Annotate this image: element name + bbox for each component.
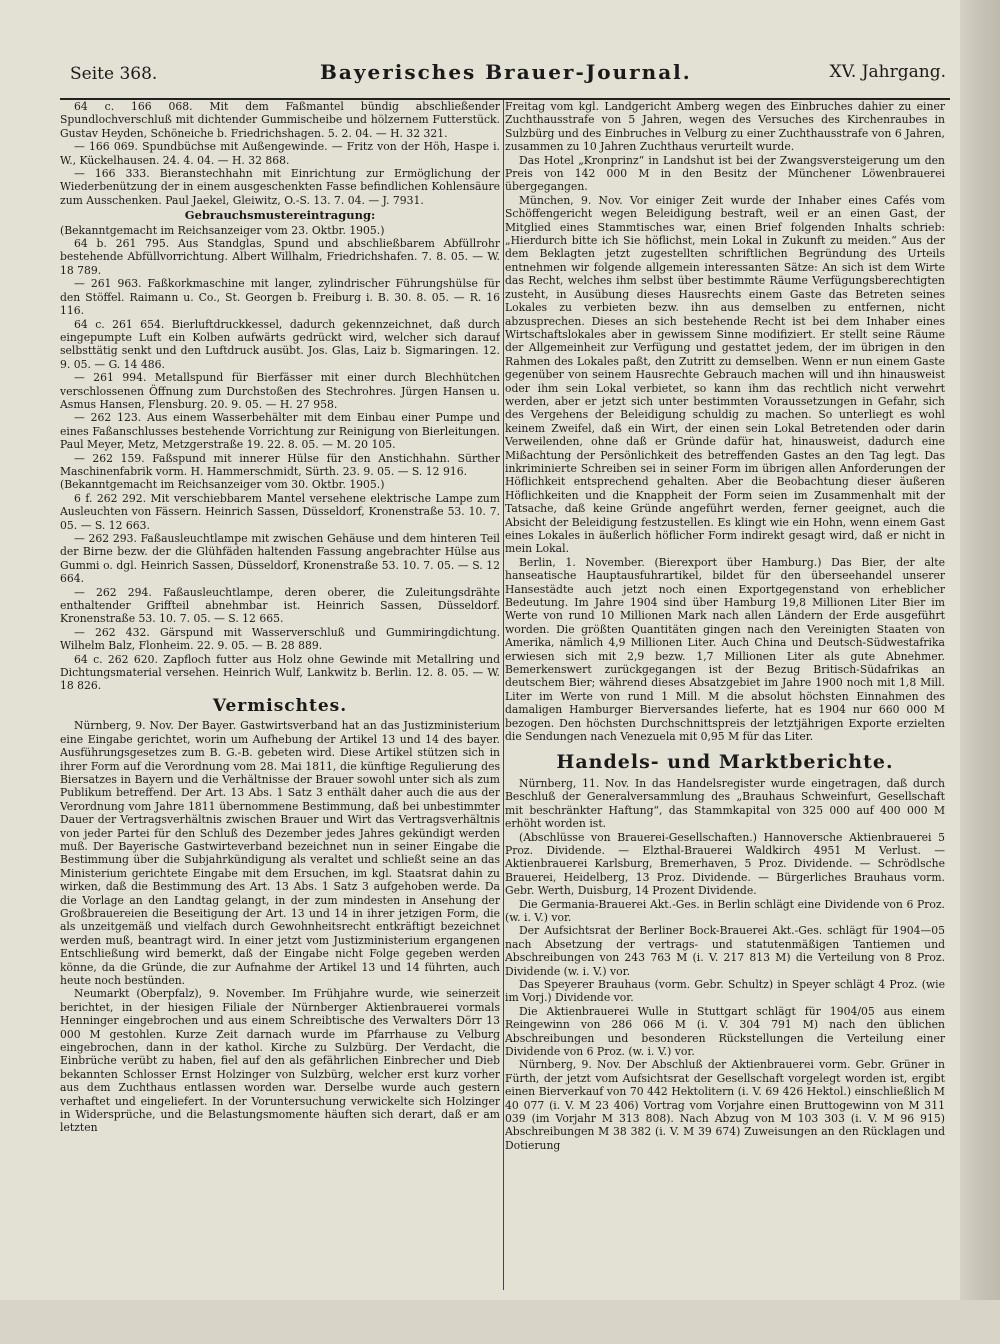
journal-title: Bayerisches Brauer-Journal. [320, 60, 692, 84]
market-report: Die Germania-Brauerei Akt.-Ges. in Berlin schlägt eine Dividende von 6 Proz. (w. i. V.) vor. [505, 897, 945, 924]
handel-heading: Handels- und Marktberichte. [556, 750, 894, 773]
gm-entry: — 261 963. Faßkorkmaschine mit langer, zylindrischer Führungshülse für den Stöffel. Raimann u. Co., St. Georgen b. Freiburg i. B. 30. 8. 05. — R. 16 116. [60, 277, 500, 318]
gm-entry: 64 c. 262 620. Zapfloch futter aus Holz ohne Gewinde mit Metallring und Dichtungsmaterial versehen. Heinrich Wulf, Lankwitz b. Berlin. 12. 8. 05. — W. 18 826. [60, 652, 500, 693]
gazette-notice: (Bekanntgemacht im Reichsanzeiger vom 30. Oktbr. 1905.) [60, 478, 385, 492]
page-header [60, 58, 950, 100]
right-column [505, 100, 945, 1290]
news-item: Berlin, 1. November. (Bierexport über Hamburg.) Das Bier, der alte hanseatische Hauptausfuhrartikel, bildet für den überseehandel unserer Hansestädte auch jetzt noch einen Exportgegenstand von erheblicher Bedeutung. Im Jahre 1904 sind über Hamburg 19,8 Millionen Liter Bier im Werte von rund 10 Millionen Mark nach allen Ländern der Erde ausgeführt worden. Die größten Quantitäten gingen nach den Vereinigten Staaten von Amerika, nämlich 4,9 Millionen Liter. Auch China und Deutsch-Südwestafrika erwiesen sich mit 2,9 bezw. 1,7 Millionen Liter als gute Abnehmer. Bemerkenswert zurückgegangen ist der Bezug Britisch-Südafrikas an deutschem Bier; während dieses Absatzgebiet im Jahre 1900 noch mit 1,8 Mill. Liter im Werte von rund 1 Mill. M die absolut höchsten Einnahmen des damaligen Hamburger Bierversandes lieferte, hat es 1904 nur 660 000 M bezogen. Den höchsten Durchschnittspreis der letztjährigen Exporte erzielten die Sendungen nach Venezuela mit 0,95 M für das Liter. [505, 555, 945, 744]
news-item: München, 9. Nov. Vor einiger Zeit wurde der Inhaber eines Cafés vom Schöffengericht wegen Beleidigung bestraft, weil er an einen Gast, der Mitglied eines Stammtisches war, einen Brief folgenden Inhalts schrieb: „Hierdurch bitte ich Sie höflichst, mein Lokal in Zukunft zu meiden.“ Aus der dem Beklagten jetzt zugestellten schriftlichen Begründung des Urteils entnehmen wir folgende allgemein interessanten Sätze: An sich ist dem Wirte das Recht, welches ihm selbst über bestimmte Räume Verfügungsberechtigten zusteht, in Ausübung dieses Hausrechts einem Gaste das Betreten seines Lokales zu verbieten bezw. ihn aus demselben zu entfernen, nicht abzusprechen. Dieses an sich bestehende Recht ist bei dem Inhaber eines Wirtschaftslokales aber in gewissem Sinne modifiziert. Er stellt seine Räume der Allgemeinheit zur Verfügung und gestattet jedem, der im übrigen in den Rahmen des Lokales paßt, den Zutritt zu demselben. Wenn er nun einem Gaste gegenüber von seinem Hausrechte Gebrauch machen will und ihn hinausweist oder ihm sein Lokal verbietet, so kann ihm das rechtlich nicht verwehrt werden, aber er jetzt sich unter bestimmten Voraussetzungen in Gefahr, sich des Vergehens der Beleidigung schuldig zu machen. So unterliegt es wohl keinem Zweifel, daß ein Wirt, der einen sein Lokal Betretenden oder darin Verweilenden, ohne daß er Gründe dafür hat, hinausweist, dadurch eine Mißachtung der Persönlichkeit des betreffenden Gastes an den Tag legt. Das inkriminierte Schreiben sei in seiner Form im übrigen allen Anforderungen der Höflichkeit entsprechend gehalten. Aber die Beobachtung dieser äußeren Höflichkeiten und die Knappheit der Form seien im Zusammenhalt mit der Tatsache, daß keine Gründe angeführt werden, ferner geeignet, auch die Absicht der Beleidigung festzustellen. Es klingt wie ein Hohn, wenn einem Gast eines Lokales in äußerlich höflicher Form indirekt gesagt wird, daß er nicht in mein Lokal. [505, 193, 945, 556]
page-bottom-margin [0, 1300, 1000, 1344]
page-number: Seite 368. [70, 64, 158, 84]
gm-entry: 64 c. 261 654. Bierluftdruckkessel, dadurch gekennzeichnet, daß durch eingepumpte Luft ein Kolben aufwärts gedrückt wird, welcher sich darauf selbsttätig senkt und den Luftdruck ausübt. Jos. Glas, Laiz b. Sigmaringen. 12. 9. 05. — G. 14 486. [60, 317, 500, 371]
gazette-notice: (Bekanntgemacht im Reichsanzeiger vom 23. Oktbr. 1905.) [60, 223, 385, 237]
patent-entry: — 166 069. Spundbüchse mit Außengewinde. — Fritz von der Höh, Haspe i. W., Kückelhausen. 24. 4. 04. — H. 32 868. [60, 140, 500, 167]
gebrauchsmuster-heading: Gebrauchsmustereintragung: [184, 208, 376, 223]
column-divider [503, 100, 504, 1290]
market-report: Die Aktienbrauerei Wulle in Stuttgart schlägt für 1904/05 aus einem Reingewinn von 286 066 M (i. V. 304 791 M) nach den üblichen Abschreibungen und besonderen Rückstellungen die Verteilung einer Dividende von 6 Proz. (w. i. V.) vor. [505, 1004, 945, 1059]
patent-entry: 64 c. 166 068. Mit dem Faßmantel bündig abschließender Spundlochverschluß mit dichtender Gummischeibe und hölzernem Futterstück. Gustav Heyden, Schöneiche b. Friedrichshagen. 5. 2. 04. — H. 32 321. [60, 100, 500, 140]
gm-entry: 6 f. 262 292. Mit verschiebbarem Mantel versehene elektrische Lampe zum Ausleuchten von Fässern. Heinrich Sassen, Düsseldorf, Kronenstraße 53. 10. 7. 05. — S. 12 663. [60, 491, 500, 532]
patent-entry: — 166 333. Bieranstechhahn mit Einrichtung zur Ermöglichung der Wiederbenützung der in einem ausgeschenkten Fasse befindlichen Kohlensäure zum Ausschenken. Paul Jaekel, Gleiwitz, O.-S. 13. 7. 04. — J. 7931. [60, 167, 500, 207]
gm-entry: — 262 432. Gärspund mit Wasserverschluß und Gummiringdichtung. Wilhelm Balz, Flonheim. 22. 9. 05. — B. 28 889. [60, 625, 500, 653]
market-report: Das Speyerer Brauhaus (vorm. Gebr. Schultz) in Speyer schlägt 4 Proz. (wie im Vorj.) Dividende vor. [505, 978, 945, 1005]
vermischtes-heading: Vermischtes. [212, 695, 348, 716]
gm-entry: — 262 293. Faßausleuchtlampe mit zwischen Gehäuse und dem hinteren Teil der Birne bezw. der die Glühfäden haltenden Fassung angebrachter Hülse aus Gummi o. dgl. Heinrich Sassen, Düsseldorf, Kronenstraße 53. 10. 7. 05. — S. 12 664. [60, 532, 500, 586]
market-report: Nürnberg, 9. Nov. Der Abschluß der Aktienbrauerei vorm. Gebr. Grüner in Fürth, der jetzt vom Aufsichtsrat der Gesellschaft vorgelegt worden ist, ergibt einen Bierverkauf von 70 442 Hektolitern (i. V. 69 426 Hektol.) einschließlich M 40 077 (i. V. M 23 406) Vortrag vom Vorjahre einen Bruttogewinn von M 311 039 (im Vorjahr M 313 808). Nach Abzug von M 103 303 (i. V. M 96 915) Abschreibungen M 38 382 (i. V. M 39 674) Zuweisungen an den Rücklagen und Dotierung [505, 1058, 945, 1152]
market-report: (Abschlüsse von Brauerei-Gesellschaften.) Hannoversche Aktienbrauerei 5 Proz. Dividende. — Elzthal-Brauerei Waldkirch 4951 M Verlust. — Aktienbrauerei Karlsburg, Bremerhaven, 5 Proz. Dividende. — Schrödlsche Brauerei, Heidelberg, 13 Proz. Dividende. — Bürgerliches Brauhaus vorm. Gebr. Werth, Duisburg, 14 Prozent Dividende. [505, 830, 945, 898]
news-item: Neumarkt (Oberpfalz), 9. November. Im Frühjahre wurde, wie seinerzeit berichtet, in der hiesigen Filiale der Nürnberger Aktienbrauerei vormals Henninger eingebrochen und aus einem Schreibtische des Verwalters Dörr 13 000 M gestohlen. Kurze Zeit darnach wurde im Pfarrhause zu Velburg eingebrochen, dann in der kathol. Kirche zu Sulzbürg. Der Verdacht, die Einbrüche verübt zu haben, fiel auf den als gefährlichen Einbrecher und Dieb bekannten Schlosser Ernst Holzinger von Sulzbürg, welcher erst kurz vorher aus dem Zuchthaus entlassen worden war. Derselbe wurde auch gestern verhaftet und eingeliefert. In der Voruntersuchung verwickelte sich Holzinger in Widersprüche, und die Belastungsmomente häuften sich derart, daß er am letzten [60, 987, 500, 1135]
gm-entry: — 261 994. Metallspund für Bierfässer mit einer durch Blechhütchen verschlossenen Öffnung zum Durchstoßen des Stechrohres. Jürgen Hansen u. Asmus Hansen, Flensburg. 20. 9. 05. — H. 27 958. [60, 371, 500, 411]
news-item: Freitag vom kgl. Landgericht Amberg wegen des Einbruches dahier zu einer Zuchthausstrafe von 5 Jahren, wegen des Versuches des Kirchenraubes in Sulzbürg und des Einbruches in Velburg zu einer Zuchthausstrafe von 6 Jahren, zusammen zu 10 Jahren Zuchthaus verurteilt wurde. [505, 100, 945, 154]
gm-entry: — 262 123. Aus einem Wasserbehälter mit dem Einbau einer Pumpe und eines Faßanschlusses bestehende Vorrichtung zur Reinigung von Bierleitungen. Paul Meyer, Metz, Metzgerstraße 19. 22. 8. 05. — M. 20 105. [60, 411, 500, 452]
volume-label: XV. Jahrgang. [829, 62, 946, 82]
gm-entry: — 262 294. Faßausleuchtlampe, deren oberer, die Zuleitungsdrähte enthaltender Griffteil abnehmbar ist. Heinrich Sassen, Düsseldorf. Kronenstraße 53. 10. 7. 05. — S. 12 665. [60, 585, 500, 626]
gm-entry: 64 b. 261 795. Aus Standglas, Spund und abschließbarem Abfüllrohr bestehende Abfüllvorrichtung. Albert Willhalm, Friedrichshafen. 7. 8. 05. — W. 18 789. [60, 237, 500, 277]
market-report: Nürnberg, 11. Nov. In das Handelsregister wurde eingetragen, daß durch Beschluß der Generalversammlung des „Brauhaus Schweinfurt, Gesellschaft mit beschränkter Haftung“, das Stammkapital von 325 000 auf 400 000 M erhöht worden ist. [505, 776, 945, 831]
news-item: Nürnberg, 9. Nov. Der Bayer. Gastwirtsverband hat an das Justizministerium eine Eingabe gerichtet, worin um Aufhebung der Artikel 13 und 14 des bayer. Ausführungsgesetzes zum B. G.-B. gebeten wird. Diese Artikel stützen sich in ihrer Form auf die Verordnung vom 28. Mai 1811, die künftige Regulierung des Biersatzes in Bayern und die Verhältnisse der Brauer sowohl unter sich als zum Publikum betreffend. Der Art. 13 Abs. 1 Satz 3 enthält daher auch die aus der Verordnung vom Jahre 1811 übernommene Bestimmung, daß bei unbestimmter Dauer der Vertragsverhältnis zwischen Brauer und Wirt das Vertragsverhältnis von jeder Partei für den Schluß des Dezember jedes Jahres gekündigt werden muß. Der Bayerische Gastwirteverband bezeichnet nun in seiner Eingabe die Bestimmung über die Subjahrkündigung als veraltet und schließt seine an das Ministerium gerichtete Eingabe mit dem Ersuchen, im kgl. Staatsrat dahin zu wirken, daß die Bestimmung des Art. 13 Abs. 1 Satz 3 aufgehoben werde. Da die Vorlage an den Landtag gelangt, in der zum mindesten in Ansehung der Großbrauereien die Beseitigung der Art. 13 und 14 in ihrer jetzigen Form, die als unzeitgemäß und vielfach durch Gewohnheitsrecht entkräftigt bezeichnet werden muß, beantragt wird. In einer jetzt vom Justizministerium ergangenen Entschließung wird bemerkt, daß der Eingabe nicht Folge gegeben werden könne, da die Gründe, die zur Aufnahme der Artikel 13 und 14 führten, auch heute noch bestünden. [60, 719, 500, 987]
page-edge-shadow [960, 0, 1000, 1344]
gm-entry: — 262 159. Faßspund mit innerer Hülse für den Anstichhahn. Sürther Maschinenfabrik vorm. H. Hammerschmidt, Sürth. 23. 9. 05. — S. 12 916. [60, 451, 500, 478]
left-column [60, 100, 500, 1290]
news-item: Das Hotel „Kronprinz“ in Landshut ist bei der Zwangsversteigerung um den Preis von 142 000 M in den Besitz der Münchener Löwenbrauerei übergegangen. [505, 153, 945, 194]
market-report: Der Aufsichtsrat der Berliner Bock-Brauerei Akt.-Ges. schlägt für 1904—05 nach Absetzung der vertrags- und statutenmäßigen Tantiemen und Abschreibungen von 243 763 M (i. V. 217 813 M) die Verteilung von 8 Proz. Dividende (w. i. V.) vor. [505, 924, 945, 978]
